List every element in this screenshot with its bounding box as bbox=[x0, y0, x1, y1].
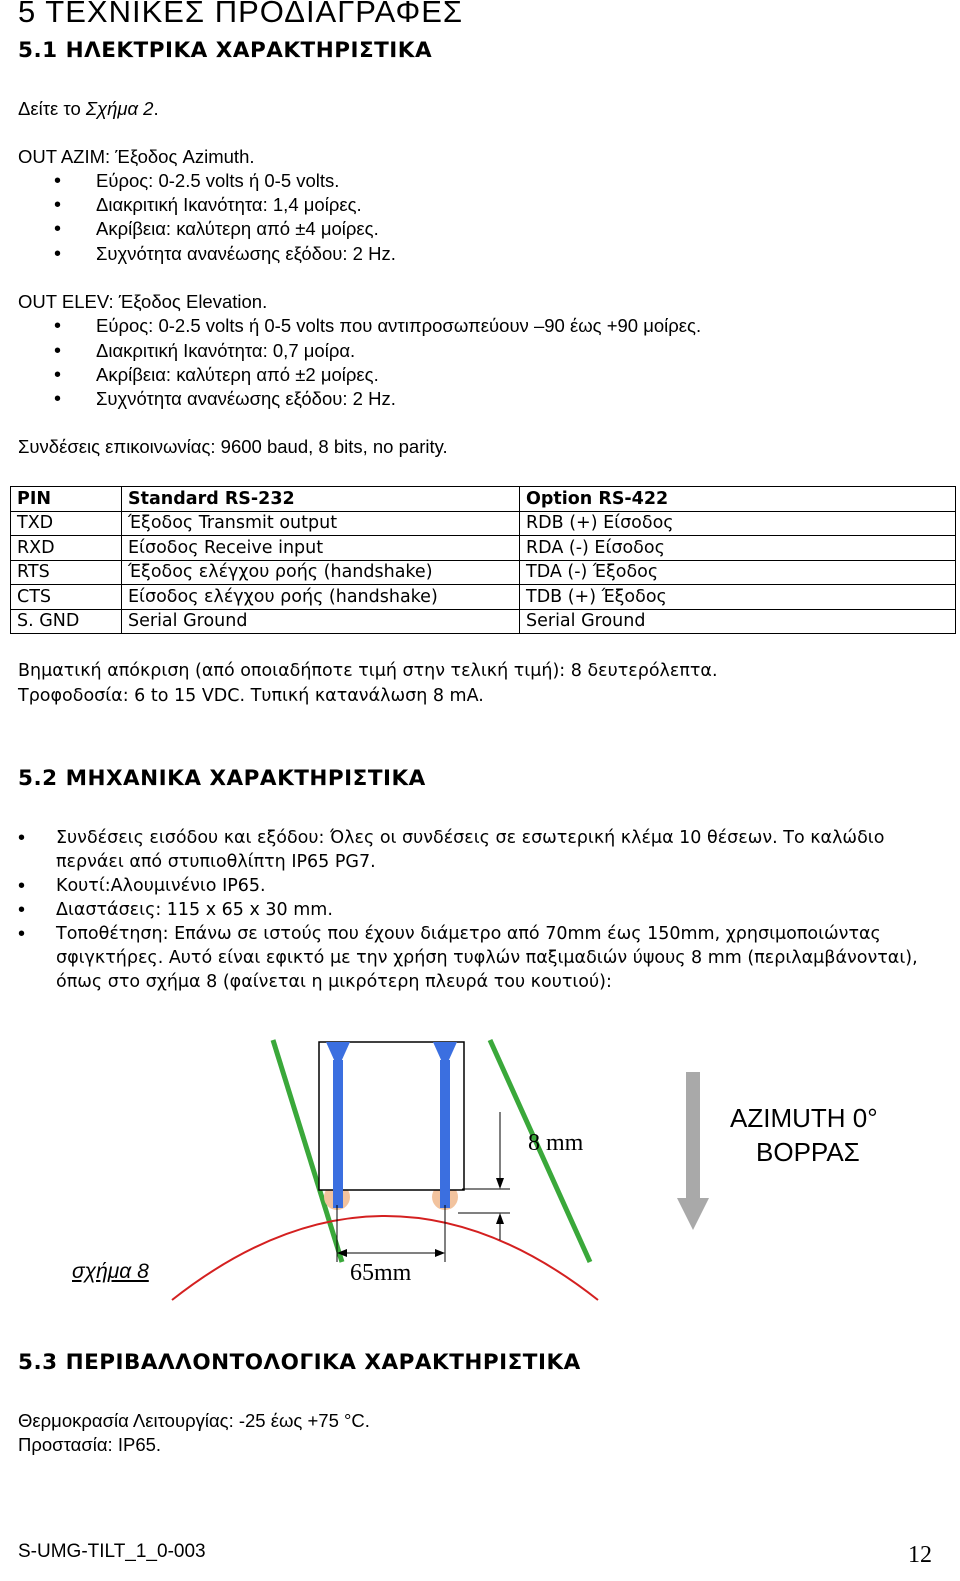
bullet-icon: • bbox=[54, 340, 62, 362]
bolt-left bbox=[333, 1060, 343, 1208]
table-row bbox=[11, 511, 956, 536]
bullet-icon: • bbox=[54, 243, 62, 265]
list-item: Διακριτική Ικανότητα: 0,7 μοίρα. bbox=[96, 340, 356, 361]
table-cell: S. GND bbox=[11, 609, 122, 634]
see-figure-line bbox=[18, 98, 159, 120]
see-figure-suffix: . bbox=[153, 98, 159, 119]
list-item: Κουτί:Αλουμινένιο IP65. bbox=[56, 876, 266, 896]
table-cell: Είσοδος ελέγχου ροής (handshake) bbox=[122, 585, 520, 610]
bullet-icon: • bbox=[18, 875, 26, 897]
bullet-icon: • bbox=[54, 170, 62, 192]
power-supply-text: Τροφοδοσία: 6 to 15 VDC. Τυπική κατανάλωση 8 mA. bbox=[18, 686, 484, 706]
list-item: Ακρίβεια: καλύτερη από ±4 μοίρες. bbox=[96, 218, 379, 239]
step-response-text: Βηματική απόκριση (από οποιαδήποτε τιμή στην τελική τιμή): 8 δευτερόλεπτα. bbox=[18, 661, 718, 681]
table-cell: Είσοδος Receive input bbox=[122, 536, 520, 561]
communication-settings: Συνδέσεις επικοινωνίας: 9600 baud, 8 bits, no parity. bbox=[18, 436, 448, 457]
table-cell: RTS bbox=[11, 560, 122, 585]
column-header: Standard RS-232 bbox=[122, 487, 520, 512]
list-item-continuation: περνάει από στυπιοθλίπτη IP65 PG7. bbox=[56, 852, 376, 872]
north-label: ΒΟΡΡΑΣ bbox=[756, 1137, 860, 1167]
dimension-8mm-label: 8 mm bbox=[528, 1130, 584, 1156]
list-item: Συχνότητα ανανέωσης εξόδου: 2 Hz. bbox=[96, 243, 396, 264]
column-header: PIN bbox=[11, 487, 122, 512]
list-item-continuation: σφιγκτήρες. Αυτό είναι εφικτό με την χρήση τυφλών παξιμαδιών ύψους 8 mm (περιλαμβάνονται), bbox=[56, 948, 918, 968]
dim-arrowhead-up bbox=[496, 1213, 504, 1224]
list-item: Τοποθέτηση: Επάνω σε ιστούς που έχουν διάμετρο από 70mm έως 150mm, χρησιμοποιώντας bbox=[56, 924, 881, 944]
table-row bbox=[11, 536, 956, 561]
pole-arc bbox=[172, 1216, 598, 1300]
elevation-output-title: OUT ELEV: Έξοδος Elevation. bbox=[18, 291, 268, 312]
list-item: Εύρος: 0-2.5 volts ή 0-5 volts. bbox=[96, 170, 340, 191]
list-item: Εύρος: 0-2.5 volts ή 0-5 volts που αντιπροσωπεύουν –90 έως +90 μοίρες. bbox=[96, 315, 702, 336]
table-row bbox=[11, 560, 956, 585]
bullet-icon: • bbox=[18, 899, 26, 921]
figure-caption: σχήμα 8 bbox=[72, 1260, 149, 1283]
table-cell: RDB (+) Είσοδος bbox=[520, 511, 956, 536]
table-row bbox=[11, 585, 956, 610]
bolt-right bbox=[440, 1060, 450, 1208]
table-cell: TDB (+) Έξοδος bbox=[520, 585, 956, 610]
north-arrow-icon bbox=[677, 1198, 709, 1230]
list-item: Διαστάσεις: 115 x 65 x 30 mm. bbox=[56, 900, 333, 920]
protection-rating: Προστασία: IP65. bbox=[18, 1434, 162, 1455]
bullet-icon: • bbox=[18, 923, 26, 945]
subsection-title-electrical: 5.1 ΗΛΕΚΤΡΙΚΑ ΧΑΡΑΚΤΗΡΙΣΤΙΚΑ bbox=[18, 38, 433, 63]
dim-arrowhead-down bbox=[496, 1178, 504, 1189]
figure-reference-link[interactable]: Σχήμα 2 bbox=[85, 98, 154, 119]
see-figure-prefix: Δείτε το bbox=[18, 98, 86, 119]
table-header-row bbox=[11, 487, 956, 512]
list-item: Διακριτική Ικανότητα: 1,4 μοίρες. bbox=[96, 194, 362, 215]
table-cell: Serial Ground bbox=[122, 609, 520, 634]
page-number: 12 bbox=[908, 1542, 932, 1568]
operating-temperature: Θερμοκρασία Λειτουργίας: -25 έως +75 °C. bbox=[18, 1410, 370, 1431]
list-item-continuation: όπως στο σχήμα 8 (φαίνεται η μικρότερη πλευρά του κουτιού): bbox=[56, 972, 612, 992]
bullet-icon: • bbox=[54, 388, 62, 410]
bullet-icon: • bbox=[54, 364, 62, 386]
bullet-icon: • bbox=[54, 194, 62, 216]
table-cell: RDA (-) Είσοδος bbox=[520, 536, 956, 561]
pin-table bbox=[10, 486, 956, 634]
document-id: S-UMG-TILT_1_0-003 bbox=[18, 1541, 206, 1562]
section-title: 5 ΤΕΧΝΙΚΕΣ ΠΡΟΔΙΑΓΡΑΦΕΣ bbox=[18, 0, 464, 29]
table-cell: CTS bbox=[11, 585, 122, 610]
bullet-icon: • bbox=[18, 827, 26, 849]
table-cell: Έξοδος Transmit output bbox=[122, 511, 520, 536]
table-cell: TDA (-) Έξοδος bbox=[520, 560, 956, 585]
azimuth-output-title: OUT AZIM: Έξοδος Azimuth. bbox=[18, 146, 255, 167]
table-row bbox=[11, 609, 956, 634]
list-item: Ακρίβεια: καλύτερη από ±2 μοίρες. bbox=[96, 364, 379, 385]
bullet-icon: • bbox=[54, 315, 62, 337]
table-cell: RXD bbox=[11, 536, 122, 561]
azimuth-label: AZIMUTH 0° bbox=[730, 1103, 878, 1133]
dim-65-arrowhead-right bbox=[435, 1249, 445, 1257]
table-cell: Έξοδος ελέγχου ροής (handshake) bbox=[122, 560, 520, 585]
bullet-icon: • bbox=[54, 218, 62, 240]
subsection-title-mechanical: 5.2 ΜΗΧΑΝΙΚΑ ΧΑΡΑΚΤΗΡΙΣΤΙΚΑ bbox=[18, 766, 426, 791]
subsection-title-environment: 5.3 ΠΕΡΙΒΑΛΛΟΝΤΟΛΟΓΙΚΑ ΧΑΡΑΚΤΗΡΙΣΤΙΚΑ bbox=[18, 1350, 581, 1375]
table-cell: Serial Ground bbox=[520, 609, 956, 634]
table-cell: TXD bbox=[11, 511, 122, 536]
north-arrow-shaft bbox=[686, 1072, 700, 1200]
list-item: Συχνότητα ανανέωσης εξόδου: 2 Hz. bbox=[96, 388, 396, 409]
list-item: Συνδέσεις εισόδου και εξόδου: Όλες οι συνδέσεις σε εσωτερική κλέμα 10 θέσεων. Το καλώδιο bbox=[56, 828, 885, 848]
dimension-65mm-label: 65mm bbox=[350, 1260, 412, 1286]
column-header: Option RS-422 bbox=[520, 487, 956, 512]
